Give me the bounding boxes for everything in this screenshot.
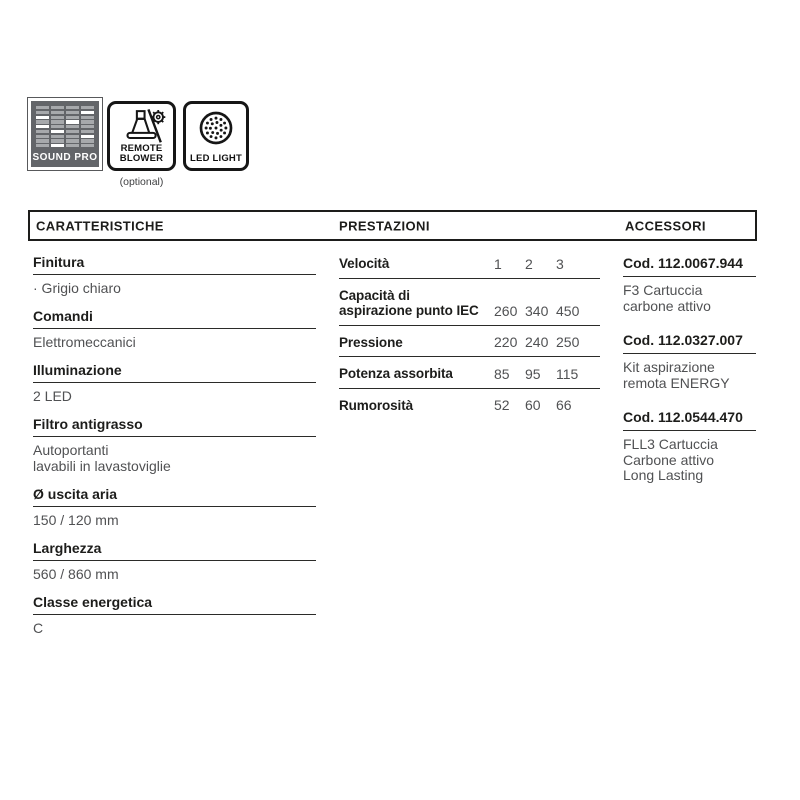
accessory-code: Cod. 112.0067.944 [623, 256, 756, 277]
performance-label-line: aspirazione punto IEC [339, 303, 479, 318]
spec-section-heading: Filtro antigrasso [33, 417, 316, 437]
spec-section [33, 541, 316, 582]
equalizer-icon [36, 106, 94, 147]
performance-row-label [339, 288, 494, 319]
spec-section-heading: Finitura [33, 255, 316, 275]
spec-section [33, 487, 316, 528]
performance-value: 95 [525, 365, 541, 382]
remote-blower-label-line2: BLOWER [119, 153, 164, 164]
performance-row [339, 326, 600, 358]
performance-label-line: Rumorosità [339, 397, 414, 413]
spec-section-body [33, 615, 316, 636]
spec-section [33, 417, 316, 474]
spec-section-heading: Ø uscita aria [33, 487, 316, 507]
performance-value: 85 [494, 365, 510, 382]
accessory-description [623, 431, 756, 484]
spec-section-value: C [33, 620, 44, 636]
led-light-badge [183, 101, 249, 171]
spec-section-heading: Illuminazione [33, 363, 316, 383]
spec-section-body [33, 437, 316, 474]
accessory-description [623, 354, 756, 391]
accessory-description-line: remota ENERGY [623, 374, 730, 391]
equalizer-bar [81, 139, 94, 142]
performance-row [339, 249, 600, 279]
equalizer-bar [66, 120, 79, 123]
spec-section [33, 595, 316, 636]
accessory-description-line: FLL3 Cartuccia [623, 436, 718, 452]
equalizer-bar [51, 125, 64, 128]
performance-row-label [339, 398, 494, 414]
spec-section-value: 560 / 860 mm [33, 566, 119, 582]
equalizer-bar [81, 106, 94, 109]
performance-value: 340 [525, 302, 549, 319]
performance-value: 450 [556, 302, 580, 319]
performance-value: 260 [494, 302, 518, 319]
performance-row-values [494, 367, 587, 382]
performance-row-values [494, 398, 587, 413]
equalizer-bar [66, 125, 79, 128]
spec-section [33, 309, 316, 350]
equalizer-bar [51, 139, 64, 142]
equalizer-bar [51, 144, 64, 147]
optional-note: (optional) [119, 176, 164, 188]
equalizer-bar [66, 130, 79, 133]
spec-section-heading: Larghezza [33, 541, 316, 561]
spec-section-value: 150 / 120 mm [33, 512, 119, 528]
performance-label-line: Capacità di [339, 287, 410, 303]
performance-value: 115 [556, 365, 579, 382]
accessory-description-line: Long Lasting [623, 467, 704, 483]
performance-label-line: Potenza assorbita [339, 366, 453, 381]
equalizer-bar [81, 144, 94, 147]
equalizer-bar [51, 116, 64, 119]
equalizer-bar [36, 106, 49, 109]
spec-section-value: · Grigio chiaro [33, 280, 121, 296]
spec-section-value: lavabili in lavastoviglie [33, 458, 171, 474]
equalizer-bar [66, 106, 79, 109]
spec-section-body [33, 275, 316, 296]
spec-section-body [33, 383, 316, 404]
equalizer-bar [36, 111, 49, 114]
equalizer-bar [81, 116, 94, 119]
equalizer-bar [36, 120, 49, 123]
equalizer-bar [81, 111, 94, 114]
performance-value: 60 [525, 397, 541, 413]
spec-section-body [33, 507, 316, 528]
spec-section-heading: Comandi [33, 309, 316, 329]
equalizer-bar [51, 130, 64, 133]
equalizer-bar [51, 106, 64, 109]
header-caratteristiche: CARATTERISTICHE [36, 218, 164, 233]
spec-section-body [33, 561, 316, 582]
spec-section-value: Autoportanti [33, 442, 109, 458]
spec-section [33, 255, 316, 296]
led-light-label [190, 154, 242, 164]
led-light-label-text: LED LIGHT [190, 153, 242, 164]
spec-section-body [33, 329, 316, 350]
equalizer-bar [66, 144, 79, 147]
performance-row-values [494, 335, 587, 350]
spec-section [33, 363, 316, 404]
performance-row-values [494, 257, 587, 272]
equalizer-bar [81, 125, 94, 128]
equalizer-bar [66, 116, 79, 119]
equalizer-bar [36, 139, 49, 142]
equalizer-bar [36, 130, 49, 133]
equalizer-bar [81, 120, 94, 123]
header-prestazioni: PRESTAZIONI [339, 218, 430, 233]
sound-pro-tile [31, 101, 99, 167]
equalizer-bar [66, 135, 79, 138]
performance-value: 3 [556, 255, 564, 272]
performance-row [339, 357, 600, 389]
accessory-description-line: F3 Cartuccia [623, 282, 703, 298]
equalizer-bar [36, 135, 49, 138]
remote-blower-icon [113, 109, 171, 144]
table-header-bar [28, 210, 757, 241]
performance-row [339, 279, 600, 326]
spec-section-value: 2 LED [33, 388, 72, 404]
accessori-column [623, 256, 756, 503]
performance-value: 250 [556, 334, 580, 350]
accessory-description [623, 277, 756, 314]
remote-blower-label-line1: REMOTE [120, 143, 163, 154]
performance-value: 220 [494, 334, 518, 350]
sound-pro-label: SOUND PRO [32, 152, 98, 163]
performance-row-label [339, 366, 494, 382]
accessory-code: Cod. 112.0327.007 [623, 333, 756, 354]
caratteristiche-column [33, 255, 316, 649]
performance-value: 2 [525, 255, 533, 272]
performance-label-line: Velocità [339, 256, 390, 271]
equalizer-bar [51, 111, 64, 114]
equalizer-bar [51, 135, 64, 138]
performance-value: 1 [494, 255, 502, 272]
led-light-icon [197, 109, 235, 147]
spec-section-heading: Classe energetica [33, 595, 316, 615]
equalizer-bar [51, 120, 64, 123]
header-accessori: ACCESSORI [625, 218, 706, 233]
performance-row-label [339, 335, 494, 351]
prestazioni-column [339, 249, 600, 419]
equalizer-bar [66, 111, 79, 114]
accessory-section [623, 333, 756, 391]
equalizer-bar [66, 139, 79, 142]
spec-section-value: Elettromeccanici [33, 334, 136, 350]
performance-value: 66 [556, 397, 572, 413]
performance-row-label [339, 256, 494, 272]
performance-row-values [494, 304, 587, 319]
performance-row [339, 389, 600, 420]
equalizer-bar [36, 125, 49, 128]
accessory-section [623, 256, 756, 314]
accessory-description-line: Carbone attivo [623, 451, 715, 468]
accessory-description-line: carbone attivo [623, 297, 711, 314]
accessory-section [623, 410, 756, 484]
sound-pro-badge [27, 97, 103, 171]
performance-label-line: Pressione [339, 334, 403, 350]
accessory-code: Cod. 112.0544.470 [623, 410, 756, 431]
performance-value: 52 [494, 397, 510, 413]
accessory-description-line: Kit aspirazione [623, 359, 715, 375]
equalizer-bar [81, 135, 94, 138]
equalizer-bar [81, 130, 94, 133]
equalizer-bar [36, 116, 49, 119]
remote-blower-badge [107, 101, 176, 171]
equalizer-bar [36, 144, 49, 147]
remote-blower-label [120, 144, 163, 164]
performance-value: 240 [525, 334, 549, 350]
